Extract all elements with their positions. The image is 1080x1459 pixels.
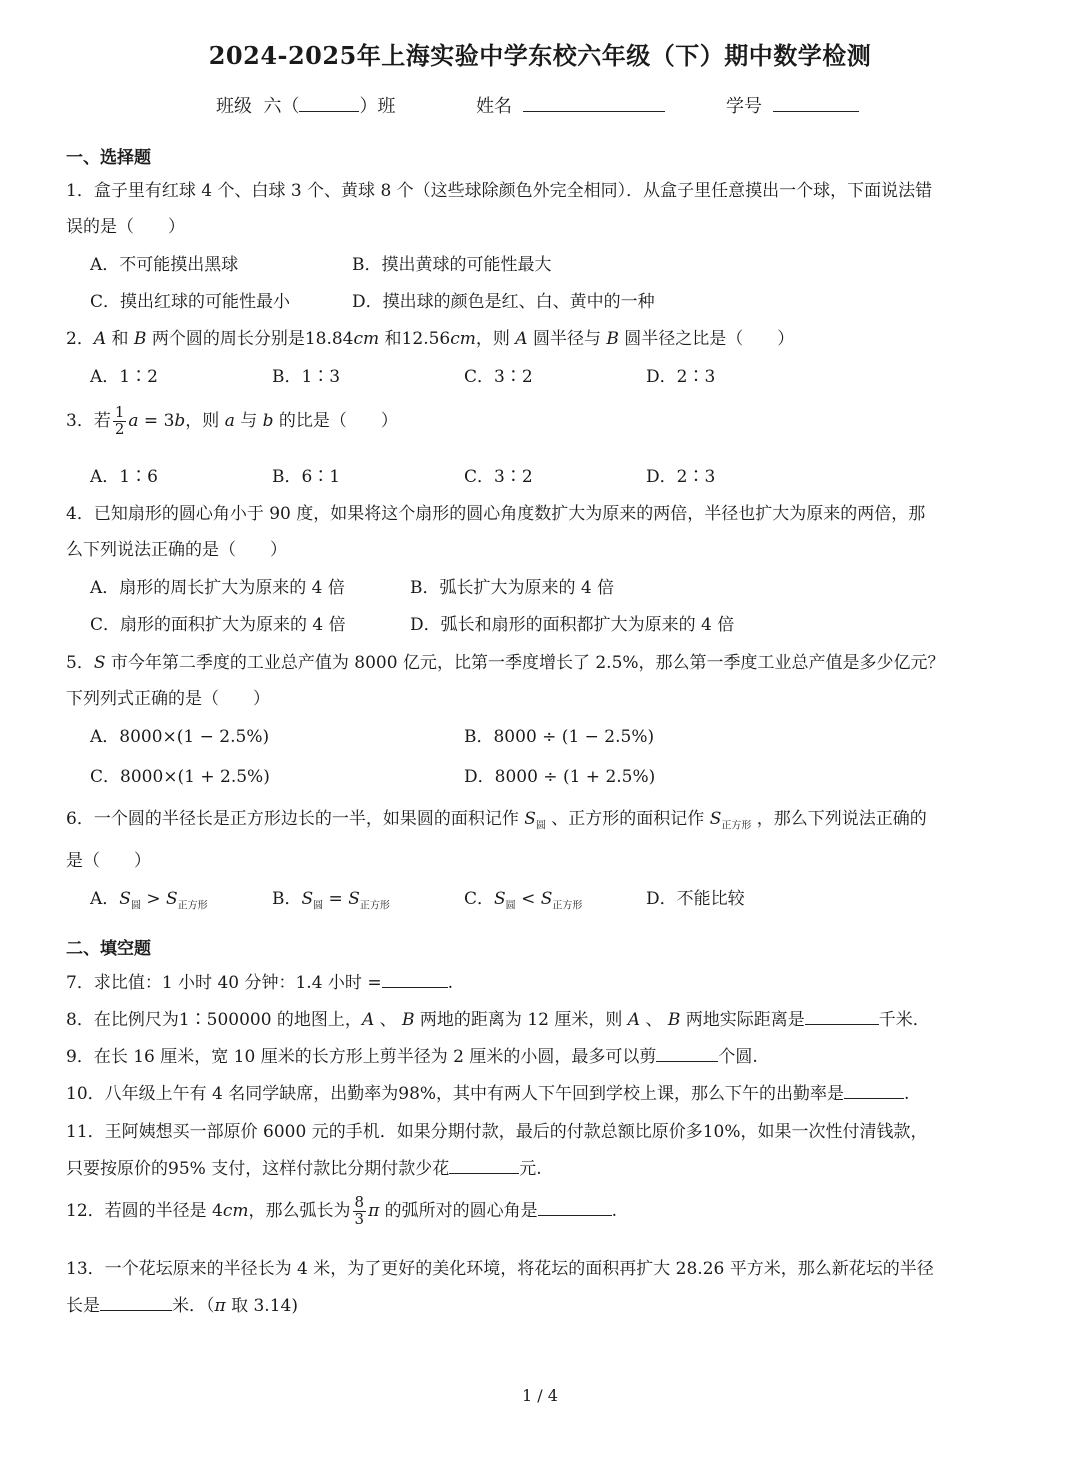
q3-text: 的比是（ ） [273, 411, 398, 431]
q6-op: > [140, 889, 166, 909]
q6-a-label: A． [90, 889, 120, 909]
q6-var-s: S [301, 889, 314, 909]
q12-text: ，那么弧长为 [248, 1201, 351, 1221]
q7-text: . [447, 973, 453, 993]
q8-var-b: B [402, 1010, 415, 1030]
q2-option-a[interactable]: A．1∶2 [90, 367, 158, 387]
q12-answer-blank[interactable] [538, 1199, 612, 1216]
q2-option-d[interactable]: D．2∶3 [646, 367, 716, 387]
id-label: 学号 [726, 96, 762, 117]
q6-option-c[interactable] [464, 884, 582, 911]
q6-var-s: S [166, 889, 178, 909]
q6-var-s: S [524, 809, 536, 829]
page-number: 1 / 4 [522, 1386, 558, 1405]
q6-op: = [323, 889, 349, 909]
q9-text: 个圆. [718, 1047, 758, 1067]
name-field [476, 92, 665, 118]
q2-text: 和12.56 [379, 329, 451, 349]
q12-unit: cm [222, 1201, 249, 1221]
q12-frac-den: 3 [354, 1210, 365, 1228]
q8-text: 两地的距离为 12 厘米，则 [414, 1010, 628, 1030]
q11-text: 元. [519, 1159, 542, 1179]
q6-line2: 是（ ） [66, 851, 151, 871]
q8-var-b: B [667, 1010, 681, 1030]
q11-text: 只要按原价的95% 支付，这样付款比分期付款少花 [66, 1159, 450, 1179]
q6-sub-circle: 圆 [313, 900, 324, 912]
q4-line2: 么下列说法正确的是（ ） [66, 540, 287, 560]
q7-answer-blank[interactable] [382, 971, 448, 988]
q9-text: 9．在长 16 厘米，宽 10 厘米的长方形上剪半径为 2 厘米的小圆，最多可以剪 [66, 1047, 657, 1067]
q12-frac-num: 8 [354, 1193, 365, 1212]
q3-option-c[interactable]: C．3∶2 [464, 467, 533, 487]
q3-option-d[interactable]: D．2∶3 [646, 467, 716, 487]
q2-text: 圆半径与 [527, 329, 607, 349]
q12-pi: π [368, 1201, 380, 1221]
q5-option-a[interactable]: A．8000×(1 − 2.5%) [90, 727, 270, 747]
q6-var-s: S [119, 889, 131, 909]
q3-var-a: a [224, 411, 235, 431]
q6-var-s: S [494, 889, 506, 909]
section-heading-fill: 二、填空题 [66, 939, 151, 959]
q8-text: 两地实际距离是 [680, 1010, 805, 1030]
q6-text: ，那么下列说法正确的 [751, 809, 927, 829]
q8-sep: 、 [640, 1010, 668, 1030]
q3-eq: = 3 [138, 411, 175, 431]
q2-number: 2． [66, 329, 94, 349]
q5-line1 [66, 648, 945, 673]
q2-stem [66, 324, 794, 349]
q6-sub-circle: 圆 [130, 900, 141, 912]
q3-frac-den: 2 [114, 420, 125, 438]
q1-line1: 1．盒子里有红球 4 个、白球 3 个、黄球 8 个（这些球除颜色外完全相同）．从盒子里任意摸出一个球，下面说法错 [66, 181, 933, 201]
q4-option-a[interactable]: A．扇形的周长扩大为原来的 4 倍 [90, 578, 345, 598]
class-prefix: 六（ [263, 96, 300, 117]
class-blank[interactable] [299, 95, 359, 112]
q13-text: 长是 [66, 1296, 100, 1316]
q11-answer-blank[interactable] [449, 1157, 519, 1174]
q2-var-b: B [606, 329, 619, 349]
q2-var-a: A [515, 329, 528, 349]
q2-option-c[interactable]: C．3∶2 [464, 367, 533, 387]
q3-frac-num: 1 [114, 403, 125, 422]
page-title: 2024-2025年上海实验中学东校六年级（下）期中数学检测 [208, 41, 872, 70]
q6-text: 、正方形的面积记作 [545, 809, 710, 829]
q12 [66, 1188, 617, 1234]
q2-text: 和 [106, 329, 134, 349]
class-label: 班级 [216, 96, 252, 117]
q10-text: . [904, 1084, 910, 1104]
q13-line1: 13．一个花坛原来的半径长为 4 米，为了更好的美化环境，将花坛的面积再扩大 28.26 平方米，那么新花坛的半径 [66, 1259, 934, 1279]
section-heading-choice: 一、选择题 [66, 148, 151, 168]
q3-text: 与 [234, 411, 263, 431]
q6-sub-circle: 圆 [535, 820, 546, 832]
q2-text: ，则 [475, 329, 516, 349]
q10 [66, 1079, 909, 1104]
q5-option-d[interactable]: D．8000 ÷ (1 + 2.5%) [464, 767, 656, 787]
q6-option-d[interactable]: D．不能比较 [646, 889, 745, 909]
q8-sep: 、 [374, 1010, 403, 1030]
class-field [216, 92, 395, 118]
q5-var-s: S [93, 653, 106, 673]
q11-line2 [66, 1154, 542, 1179]
q6-text: 6．一个圆的半径长是正方形边长的一半，如果圆的面积记作 [66, 809, 525, 829]
q2-var-b: B [133, 329, 147, 349]
q8-text: 8．在比例尺为1∶500000 的地图上， [66, 1010, 362, 1030]
q2-unit: cm [450, 329, 476, 349]
q13-line2 [66, 1291, 298, 1316]
q2-unit: cm [353, 329, 380, 349]
q9-answer-blank[interactable] [656, 1045, 718, 1062]
q3-fraction [113, 405, 127, 438]
q13-pi: π [214, 1296, 226, 1316]
q6-sub-square: 正方形 [721, 820, 752, 832]
q4-option-c[interactable]: C．扇形的面积扩大为原来的 4 倍 [90, 615, 346, 635]
q6-op: < [515, 889, 541, 909]
name-blank[interactable] [523, 95, 665, 112]
q4-line1: 4．已知扇形的圆心角小于 90 度，如果将这个扇形的圆心角度数扩大为原来的两倍，半径也扩大为原来的两倍，那 [66, 504, 926, 524]
q1-option-b[interactable]: B．摸出黄球的可能性最大 [352, 255, 552, 275]
q3-var-b: b [174, 411, 186, 431]
q6-option-a[interactable] [90, 884, 208, 911]
q1-option-a[interactable]: A．不可能摸出黑球 [90, 255, 239, 275]
q6-c-label: C． [464, 889, 495, 909]
q3-option-a[interactable]: A．1∶6 [90, 467, 158, 487]
q8 [66, 1005, 930, 1030]
class-suffix: ）班 [359, 96, 396, 117]
q8-var-a: A [627, 1010, 641, 1030]
q8-answer-blank[interactable] [805, 1008, 879, 1025]
q3-var-a: a [128, 411, 139, 431]
id-blank[interactable] [773, 95, 859, 112]
q4-option-b[interactable]: B．弧长扩大为原来的 4 倍 [410, 578, 615, 598]
q6-sub-circle: 圆 [505, 900, 516, 912]
q6-b-label: B． [272, 889, 302, 909]
q12-text: 的弧所对的圆心角是 [379, 1201, 538, 1221]
q12-text: 12．若圆的半径是 4 [66, 1201, 223, 1221]
q6-var-s: S [709, 809, 722, 829]
q6-sub-square: 正方形 [177, 900, 208, 912]
q6-sub-square: 正方形 [552, 900, 583, 912]
q12-text: . [611, 1201, 618, 1221]
q11-line1: 11．王阿姨想买一部原价 6000 元的手机．如果分期付款，最后的付款总额比原价多10%，如果一次性付清钱款， [66, 1122, 928, 1142]
q5-line2: 下列列式正确的是（ ） [66, 689, 270, 709]
q1-option-c[interactable]: C．摸出红球的可能性最小 [90, 292, 291, 312]
q10-text: 10．八年级上午有 4 名同学缺席，出勤率为98%，其中有两人下午回到学校上课，那么下午的出勤率是 [66, 1084, 845, 1104]
q1-option-d[interactable]: D．摸出球的颜色是红、白、黄中的一种 [352, 292, 655, 312]
name-label: 姓名 [476, 96, 512, 117]
q8-var-a: A [361, 1010, 375, 1030]
q13-text: 米．（ [172, 1296, 215, 1316]
q3-text: ，则 [185, 411, 225, 431]
q2-text: 两个圆的周长分别是18.84 [146, 329, 354, 349]
q6-sub-square: 正方形 [359, 900, 390, 912]
q2-var-a: A [93, 329, 107, 349]
q5-option-c[interactable]: C．8000×(1 + 2.5%) [90, 767, 270, 787]
q13-answer-blank[interactable] [100, 1294, 172, 1311]
q3-number: 3．若 [66, 411, 111, 431]
q2-text: 圆半径之比是（ ） [618, 329, 795, 349]
q4-option-d[interactable]: D．弧长和扇形的面积都扩大为原来的 4 倍 [410, 615, 735, 635]
q5-text: 市今年第二季度的工业总产值为 8000 亿元，比第一季度增长了 2.5%，那么第一季度工业总产值是多少亿元？ [105, 653, 945, 673]
q10-answer-blank[interactable] [844, 1082, 904, 1099]
q6-option-b[interactable] [272, 884, 390, 911]
q6-line1 [66, 804, 927, 831]
q5-number: 5． [66, 653, 94, 673]
q3-stem [66, 398, 398, 444]
q3-var-b: b [262, 411, 274, 431]
q7-text: 7．求比值：1 小时 40 分钟：1.4 小时 = [66, 973, 382, 993]
q5-option-b[interactable]: B．8000 ÷ (1 − 2.5%) [464, 727, 655, 747]
q3-option-b[interactable]: B．6∶1 [272, 467, 341, 487]
q6-var-s: S [348, 889, 360, 909]
q13-text: 取 3.14) [225, 1296, 298, 1316]
q9 [66, 1042, 758, 1067]
q12-fraction [353, 1195, 367, 1228]
q1-line2: 误的是（ ） [66, 217, 185, 237]
id-field [726, 92, 859, 118]
q8-text: 千米． [878, 1010, 930, 1030]
q7 [66, 968, 453, 993]
q6-var-s: S [540, 889, 553, 909]
q2-option-b[interactable]: B．1∶3 [272, 367, 341, 387]
